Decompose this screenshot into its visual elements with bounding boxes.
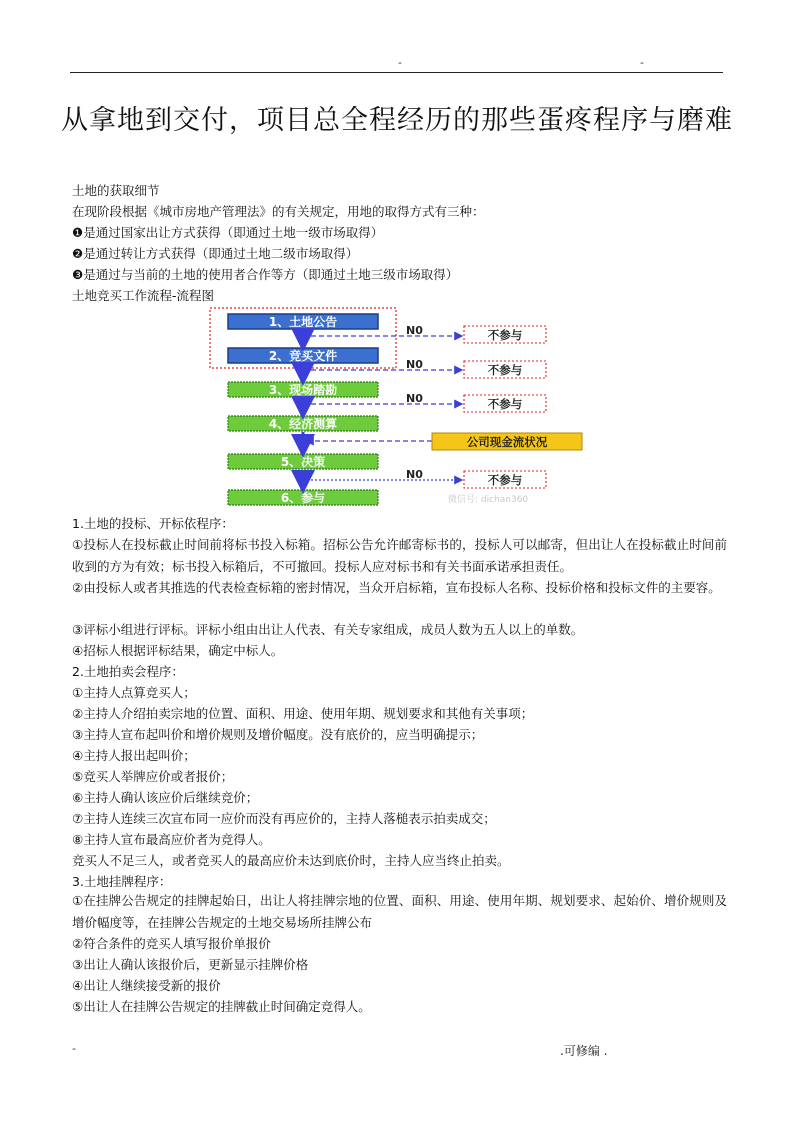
svg-text:4、经济测算: 4、经济测算 (268, 417, 338, 431)
intro-line: 土地的获取细节 (72, 183, 160, 198)
svg-text:3、现场踏勘: 3、现场踏勘 (268, 383, 338, 397)
cash-flow-box (432, 433, 582, 450)
list-item: ④主持人报出起叫价； (72, 748, 196, 763)
list-item: ⑦主持人连续三次宣布同一应价而没有再应价的，主持人落槌表示拍卖成交； (72, 811, 496, 826)
list-item: ②主持人介绍拍卖宗地的位置、面积、用途、使用年期、规划要求和其他有关事项； (72, 706, 534, 721)
header-rule (70, 72, 723, 73)
no-label: N0 (406, 358, 423, 371)
svg-text:1、土地公告: 1、土地公告 (268, 315, 338, 329)
header-mark-right: - (640, 56, 644, 69)
flow-step-2 (228, 348, 378, 363)
list-item: ⑤出让人在挂牌公告规定的挂牌截止时间确定竞得人。 (72, 999, 371, 1014)
list-item: ④出让人继续接受新的报价 (72, 978, 221, 993)
no-label: N0 (406, 392, 423, 405)
svg-text:不参与: 不参与 (487, 397, 523, 411)
list-item: ②符合条件的竞买人填写报价单报价 (72, 936, 271, 951)
flow-step-4 (228, 416, 378, 431)
intro-line: ❶是通过国家出让方式获得（即通过土地一级市场取得） (72, 225, 384, 240)
flow-step-3 (228, 382, 378, 397)
intro-line: 土地竞买工作流程-流程图 (72, 288, 215, 303)
footer-text: .可修编 . (560, 1044, 608, 1058)
land-bid-flowchart (200, 304, 600, 510)
section-heading: 3.土地挂牌程序： (72, 874, 172, 889)
flow-step-5 (228, 454, 378, 469)
list-item: ⑤竞买人举牌应价或者报价； (72, 769, 234, 784)
no-label: N0 (406, 468, 423, 481)
svg-text:公司现金流状况: 公司现金流状况 (466, 435, 548, 449)
svg-text:不参与: 不参与 (487, 363, 523, 377)
intro-line: 在现阶段根据《城市房地产管理法》的有关规定，用地的取得方式有三种： (72, 204, 485, 219)
flow-step-1 (228, 314, 378, 329)
list-item: ③主持人宣布起叫价和增价规则及增价幅度。没有底价的，应当明确提示； (72, 727, 484, 742)
reject-box (464, 361, 546, 378)
svg-text:不参与: 不参与 (487, 473, 523, 487)
page-title: 从拿地到交付，项目总全程经历的那些蛋疼程序与磨难 (61, 105, 733, 136)
no-label: N0 (406, 324, 423, 337)
section-heading: 2.土地拍卖会程序： (72, 664, 184, 679)
list-item: ⑥主持人确认该应价后继续竞价； (72, 790, 259, 805)
paragraph: ④招标人根据评标结果，确定中标人。 (72, 643, 284, 658)
paragraph: ③评标小组进行评标。评标小组由出让人代表、有关专家组成，成员人数为五人以上的单数。 (72, 622, 584, 637)
reject-box (464, 326, 546, 343)
svg-text:不参与: 不参与 (487, 328, 523, 342)
paragraph: ①投标人在投标截止时间前将标书投入标箱。招标公告允许邮寄标书的，投标人可以邮寄，但出让人在投标截止时间前收到的方为有效；标书投入标箱后，不可撤回。投标人应对标书和有关书面承诺承担责任。 (72, 537, 727, 574)
footer-mark: - (72, 1042, 76, 1055)
watermark: 微信号: dichan360 (448, 495, 529, 505)
paragraph: ①在挂牌公告规定的挂牌起始日，出让人将挂牌宗地的位置、面积、用途、使用年期、规划要求、起始价、增价规则及增价幅度等，在挂牌公告规定的土地交易场所挂牌公布 (72, 893, 727, 930)
svg-text:2、竞买文件: 2、竞买文件 (268, 349, 338, 363)
paragraph: ②由投标人或者其推选的代表检查标箱的密封情况，当众开启标箱，宣布投标人名称、投标价格和投标文件的主要容。 (72, 580, 721, 595)
list-item: ①主持人点算竞买人； (72, 685, 196, 700)
list-item: ⑧主持人宣布最高应价者为竞得人。 (72, 832, 271, 847)
section-heading: 1.土地的投标、开标依程序： (72, 516, 234, 531)
intro-line: ❷是通过转让方式获得（即通过土地二级市场取得） (72, 246, 359, 261)
flow-step-6 (228, 490, 378, 505)
reject-box (464, 471, 546, 488)
list-item: 竞买人不足三人，或者竞买人的最高应价未达到底价时，主持人应当终止拍卖。 (72, 853, 510, 868)
svg-text:5、决策: 5、决策 (280, 455, 326, 469)
svg-text:6、参与: 6、参与 (280, 491, 326, 505)
list-item: ③出让人确认该报价后，更新显示挂牌价格 (72, 957, 309, 972)
intro-line: ❸是通过与当前的土地的使用者合作等方（即通过土地三级市场取得） (72, 267, 459, 282)
header-mark-left: - (398, 56, 402, 69)
reject-box (464, 395, 546, 412)
